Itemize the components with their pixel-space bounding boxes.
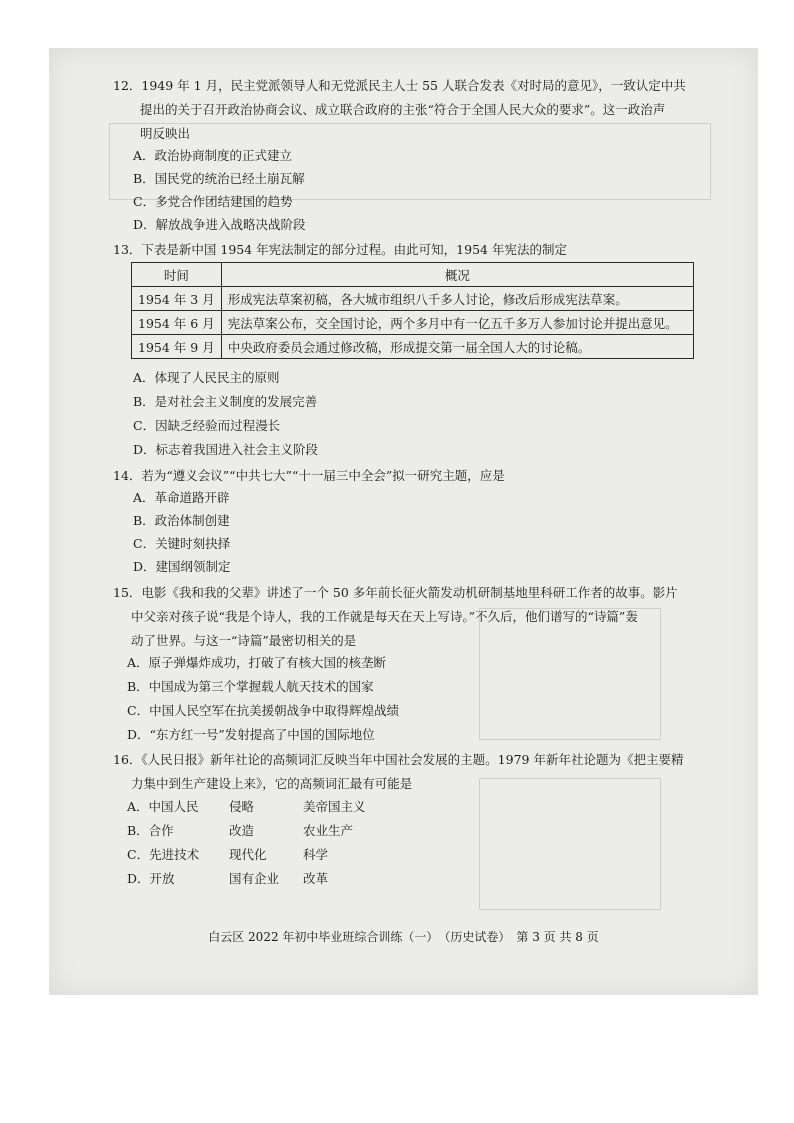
question-stem-line: 明反映出: [140, 126, 191, 141]
question-stem-line: 12．1949 年 1 月，民主党派领导人和无党派民主人士 55 人联合发表《对时局的意见》，一致认定中共: [113, 78, 686, 93]
table-cell-summary: 中央政府委员会通过修改稿，形成提交第一届全国人大的讨论稿。: [221, 335, 693, 359]
word-option: 国有企业: [229, 871, 280, 886]
question-stem-line: 14．若为“遵义会议”“中共七大”“十一届三中全会”拟一研究主题，应是: [113, 468, 505, 483]
option-14-b[interactable]: B．政治体制创建: [133, 513, 230, 528]
word-option: B．合作: [127, 823, 174, 838]
bleed-through-chart: [479, 778, 661, 910]
question-stem-line: 动了世界。与这一“诗篇”最密切相关的是: [131, 633, 357, 648]
option-14-a[interactable]: A．革命道路开辟: [133, 490, 230, 505]
table-header-row: [132, 263, 694, 287]
word-option: 美帝国主义: [303, 799, 366, 814]
option-14-d[interactable]: D．建国纲领制定: [133, 559, 231, 574]
question-stem-line: 提出的关于召开政治协商会议、成立联合政府的主张“符合于全国人民大众的要求”。这一政治声: [140, 102, 666, 117]
option-16-a[interactable]: [127, 795, 366, 819]
table-header-cell: 时间: [132, 263, 222, 287]
option-15-c[interactable]: C．中国人民空军在抗美援朝战争中取得辉煌战绩: [127, 703, 400, 718]
question-13: [113, 238, 567, 262]
question-stem-line: 中父亲对孩子说“我是个诗人，我的工作就是每天在天上写诗。”不久后，他们谱写的“诗篇”轰: [131, 609, 638, 624]
question-stem-line: 力集中到生产建设上来》，它的高频词汇最有可能是: [131, 776, 413, 791]
table-cell-summary: 宪法草案公布，交全国讨论，两个多月中有一亿五千多万人参加讨论并提出意见。: [221, 311, 693, 335]
word-option: 农业生产: [303, 823, 354, 838]
word-option: C．先进技术: [127, 847, 200, 862]
question-14: [113, 464, 505, 488]
option-13-a[interactable]: A．体现了人民民主的原则: [133, 370, 280, 385]
table-row: [132, 311, 694, 335]
option-15-b[interactable]: B．中国成为第三个掌握载人航天技术的国家: [127, 679, 374, 694]
question-15: [113, 581, 678, 653]
option-12-c[interactable]: C．多党合作团结建国的趋势: [133, 194, 293, 209]
question-12: [113, 74, 686, 146]
table-row: [132, 287, 694, 311]
option-12-d[interactable]: D．解放战争进入战略决战阶段: [133, 217, 306, 232]
option-15-a[interactable]: A．原子弹爆炸成功，打破了有核大国的核垄断: [127, 655, 387, 670]
word-option: 现代化: [229, 847, 267, 862]
option-12-b[interactable]: B．国民党的统治已经土崩瓦解: [133, 171, 305, 186]
word-option: 科学: [303, 847, 329, 862]
table-cell-time: 1954 年 9 月: [132, 335, 222, 359]
option-12-a[interactable]: A．政治协商制度的正式建立: [133, 148, 293, 163]
option-13-d[interactable]: D．标志着我国进入社会主义阶段: [133, 442, 319, 457]
constitution-table: [131, 262, 694, 359]
table-cell-time: 1954 年 3 月: [132, 287, 222, 311]
table-cell-time: 1954 年 6 月: [132, 311, 222, 335]
option-14-c[interactable]: C．关键时刻抉择: [133, 536, 231, 551]
exam-page: [49, 48, 758, 995]
word-option: 改革: [303, 871, 329, 886]
option-15-d[interactable]: D．“东方红一号”发射提高了中国的国际地位: [127, 727, 375, 742]
word-option: D．开放: [127, 871, 175, 886]
question-stem-line: 15．电影《我和我的父辈》讲述了一个 50 多年前长征火箭发动机研制基地里科研工作者的故事。影片: [113, 585, 678, 600]
option-16-b[interactable]: [127, 819, 353, 843]
word-option: 改造: [229, 823, 255, 838]
option-16-d[interactable]: [127, 867, 328, 891]
word-option: 侵略: [229, 799, 255, 814]
option-13-b[interactable]: B．是对社会主义制度的发展完善: [133, 394, 318, 409]
page-footer: 白云区 2022 年初中毕业班综合训练（一） （历史试卷） 第 3 页 共 8 页: [208, 930, 599, 944]
question-stem-line: 13．下表是新中国 1954 年宪法制定的部分过程。由此可知，1954 年宪法的制定: [113, 242, 567, 257]
table-cell-summary: 形成宪法草案初稿，各大城市组织八千多人讨论，修改后形成宪法草案。: [221, 287, 693, 311]
table-row: [132, 335, 694, 359]
question-stem-line: 16．《人民日报》新年社论的高频词汇反映当年中国社会发展的主题。1979 年新年社论题为《把主要精: [113, 752, 684, 767]
word-option: A．中国人民: [127, 799, 199, 814]
option-16-c[interactable]: [127, 843, 328, 867]
option-13-c[interactable]: C．因缺乏经验而过程漫长: [133, 418, 281, 433]
question-16: [113, 748, 683, 796]
table-header-cell: 概况: [221, 263, 693, 287]
